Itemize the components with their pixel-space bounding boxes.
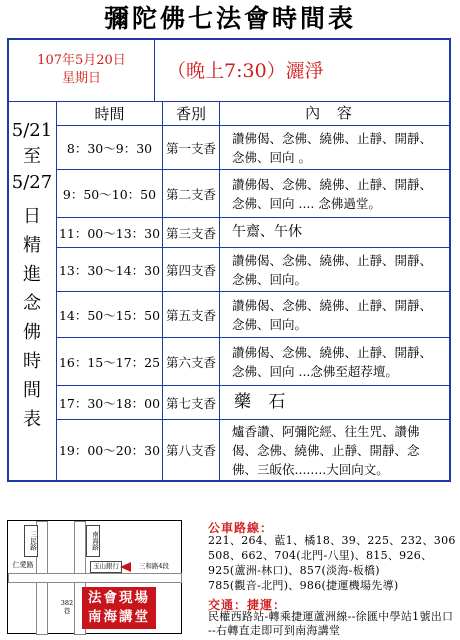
row-incense: 第六支香 bbox=[163, 338, 220, 385]
row-content: 讚佛偈、念佛、繞佛、止靜、開靜、念佛、回向 。 bbox=[232, 130, 433, 165]
transit-line: 民權西路站-轉乘捷運蘆洲線--徐匯中學站1號出口 bbox=[208, 610, 454, 623]
schedule-table bbox=[7, 38, 451, 482]
row-time: 8：30～9：30 bbox=[57, 126, 163, 169]
column-header-content: 內 容 bbox=[305, 104, 358, 122]
row-incense: 第一支香 bbox=[163, 126, 220, 169]
column-header-incense: 香別 bbox=[163, 102, 220, 125]
table-row bbox=[57, 420, 449, 480]
table-row bbox=[57, 170, 449, 218]
row-content: 午齋、午休 bbox=[232, 224, 302, 240]
side-label-char: 至 bbox=[23, 146, 41, 167]
row-time: 16：15～17：25 bbox=[57, 338, 163, 385]
row-content: 讚佛偈、念佛、繞佛、止靜、開靜、念佛、回向。 bbox=[232, 252, 433, 287]
road-label-top-right: 南海路 bbox=[86, 525, 100, 557]
table-row bbox=[57, 248, 449, 292]
row-content: 讚佛偈、念佛、繞佛、止靜、開靜、念佛、回向 ...念佛至超荐壇。 bbox=[232, 344, 433, 379]
table-row bbox=[57, 218, 449, 248]
row-incense: 第三支香 bbox=[163, 218, 220, 247]
location-map bbox=[7, 520, 182, 634]
venue-line2: 南海講堂 bbox=[88, 609, 150, 625]
row-content: 藥 石 bbox=[234, 392, 292, 412]
row-content: 讚佛偈、念佛、繞佛、止靜、開靜、念佛、回向 .... 念佛過堂。 bbox=[232, 176, 433, 211]
bus-routes-line: 785(觀音-北門)、986(捷運機場先導) bbox=[208, 579, 399, 592]
table-row bbox=[57, 126, 449, 170]
row-incense: 第七支香 bbox=[163, 386, 220, 419]
road-horizontal bbox=[8, 573, 182, 583]
transit-line: --右轉直走即可到南海講堂 bbox=[208, 624, 341, 637]
opening-date: 107年5月20日 bbox=[37, 53, 126, 68]
venue-line1: 法會現場 bbox=[88, 590, 150, 606]
row-incense: 第五支香 bbox=[163, 292, 220, 337]
side-label-char: 表 bbox=[23, 409, 41, 430]
table-header-row bbox=[57, 102, 449, 126]
row-time: 11：00～13：30 bbox=[57, 218, 163, 247]
lane-label: 382巷 bbox=[60, 599, 74, 619]
row-time: 9：50～10：50 bbox=[57, 170, 163, 217]
side-label-char: 5/27 bbox=[11, 172, 53, 193]
side-label-char: 時 bbox=[23, 351, 41, 372]
row-time: 17：30～18：00 bbox=[57, 386, 163, 419]
arrow-label: 三和路4段 bbox=[132, 562, 176, 572]
opening-event: （晚上7:30）灑淨 bbox=[155, 40, 449, 102]
row-incense: 第四支香 bbox=[163, 248, 220, 291]
side-label-char: 念 bbox=[23, 293, 41, 314]
row-time: 19：00～20：30 bbox=[57, 420, 163, 480]
opening-date-cell bbox=[9, 40, 155, 102]
transit-title: 交通：捷運： bbox=[208, 598, 287, 612]
side-label-char: 佛 bbox=[23, 322, 41, 343]
row-time: 14：50～15：50 bbox=[57, 292, 163, 337]
side-label-char: 精 bbox=[23, 235, 41, 256]
road-label-top-left: 三民路 bbox=[24, 525, 38, 557]
table-row bbox=[57, 292, 449, 338]
arrow-left-icon bbox=[120, 562, 132, 572]
page-title: 彌陀佛七法會時間表 bbox=[103, 4, 356, 33]
side-label bbox=[9, 102, 57, 480]
side-label-char: 進 bbox=[23, 264, 41, 285]
table-row bbox=[57, 386, 449, 420]
bus-routes-line: 508、662、704(北門-八里)、815、926、 bbox=[208, 549, 433, 562]
row-time: 13：30～14：30 bbox=[57, 248, 163, 291]
column-header-time: 時間 bbox=[57, 102, 163, 125]
row-content: 爐香讚、阿彌陀經、往生咒、讚佛偈、念佛、繞佛、止靜、開靜、念佛、三皈依........大回向文。 bbox=[232, 423, 420, 477]
side-label-char: 日 bbox=[23, 206, 41, 227]
bus-routes-title: 公車路線： bbox=[208, 521, 274, 535]
side-label-char: 間 bbox=[23, 380, 41, 401]
bus-routes-line: 221、264、藍1、橘18、39、225、232、306 bbox=[208, 534, 456, 547]
opening-weekday: 星期日 bbox=[61, 71, 101, 86]
row-content: 讚佛偈、念佛、繞佛、止靜、開靜、念佛、回向。 bbox=[232, 297, 433, 332]
row-incense: 第八支香 bbox=[163, 420, 220, 480]
road-label-left: 仁愛路 bbox=[10, 561, 36, 571]
side-label-char: 5/21 bbox=[11, 120, 53, 141]
row-incense: 第二支香 bbox=[163, 170, 220, 217]
venue-box bbox=[82, 587, 156, 629]
table-row bbox=[57, 338, 449, 386]
bank-label: 玉山銀行 bbox=[90, 561, 122, 573]
bus-routes-line: 925(蘆洲-林口)、857(淡海-板橋) bbox=[208, 564, 380, 577]
